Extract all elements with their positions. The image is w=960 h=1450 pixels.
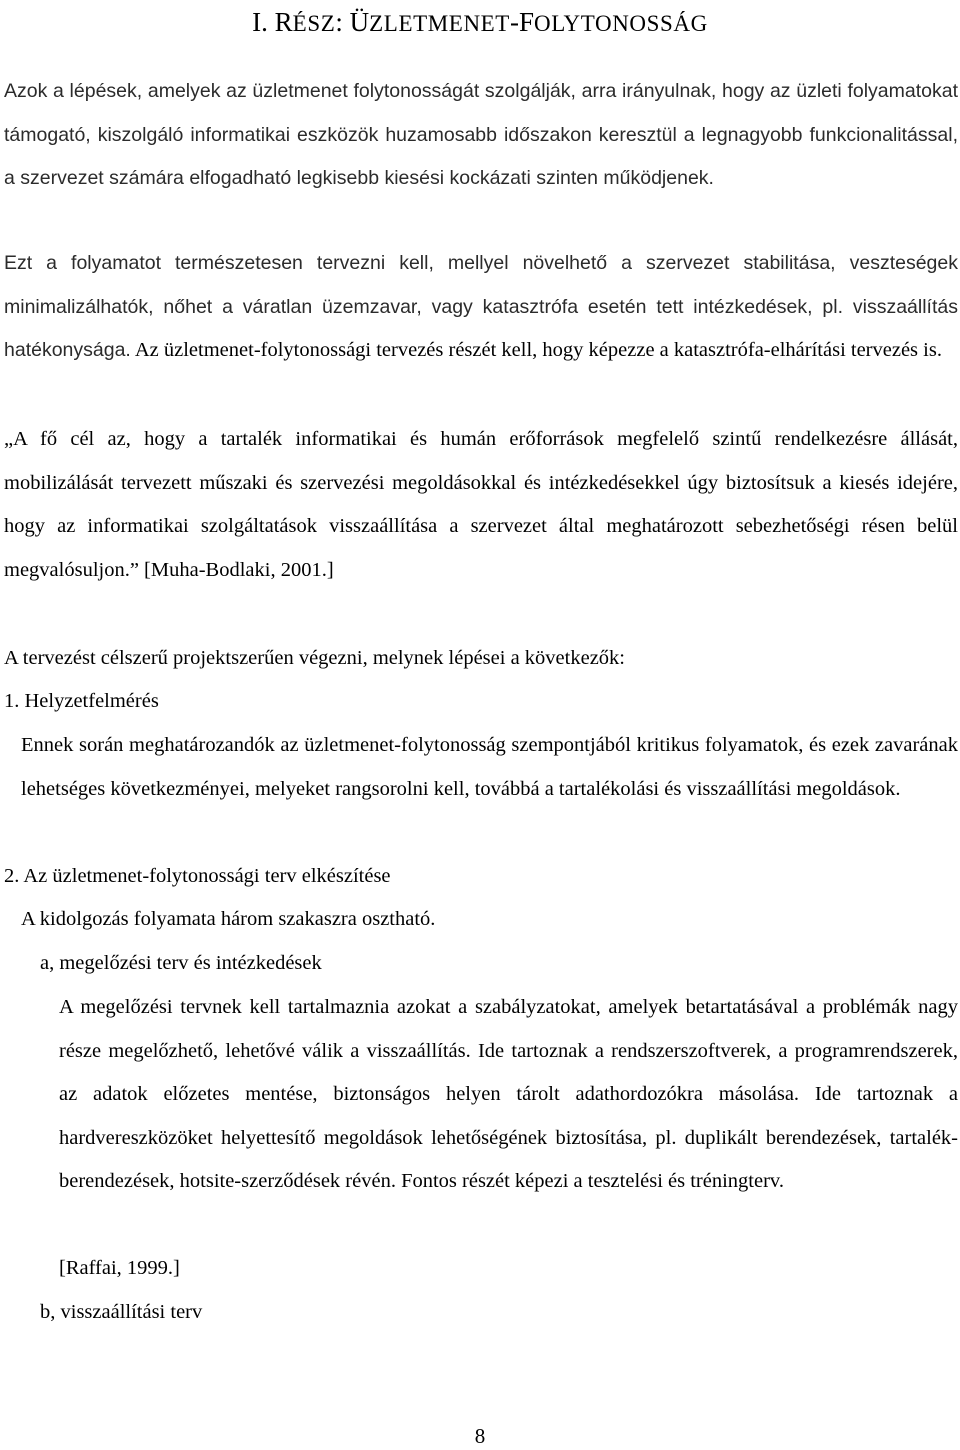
step-2-body: A kidolgozás folyamata három szakaszra osztható.: [21, 908, 436, 930]
sub-a-reference: [Raffai, 1999.]: [59, 1257, 180, 1279]
title-rest-3: OLYTONOSSÁG: [533, 11, 708, 36]
title-lead-2: Ü: [349, 7, 370, 37]
title-rest-1: ÉSZ: [292, 11, 336, 36]
title-colon: :: [335, 7, 343, 37]
title-dot: .: [261, 7, 268, 37]
step-1-heading: 1. Helyzetfelmérés: [4, 690, 159, 712]
step-1-body: Ennek során meghatározandók az üzletmenet-folytonosság szempontjából kritikus folyamatok, és ezek zavarának lehetséges következményei, melyeket rangsorolni kell, továbbá a tartalékolási és visszaállítási megoldások.: [21, 734, 958, 800]
paragraph-intro: Azok a lépések, amelyek az üzletmenet folytonosságát szolgálják, arra irányulnak, hogy az üzleti folyamatokat támogató, kiszolgáló informatikai eszközök huzamosabb időszakon keresztül a legnagyobb funkcionalitással, a szervezet számára elfogadható legkisebb kiesési kockázati szinten működjenek.: [4, 80, 958, 190]
step-2-heading: 2. Az üzletmenet-folytonossági terv elkészítése: [4, 865, 391, 887]
title-rest-2: ZLETMENET: [369, 11, 510, 36]
steps-intro: A tervezést célszerű projektszerűen végezni, melynek lépései a következők:: [4, 647, 625, 669]
page-number: 8: [474, 1424, 486, 1448]
paragraph-planning-sans: Ezt a folyamatot természetesen tervezni kell, mellyel növelhető a szervezet stabilitása, veszteségek minimalizálhatók, nőhet a váratlan üzemzavar, vagy katasztrófa esetén tett intézkedések, pl. visszaállítás hatékonysága.: [4, 252, 958, 362]
paragraph-planning-serif: Az üzletmenet-folytonossági tervezés részét kell, hogy képezze a katasztrófa-elhárítási tervezés is.: [134, 339, 942, 362]
title-lead-3: F: [518, 7, 534, 37]
title-numeral: I: [252, 7, 262, 37]
section-title: [0, 4, 960, 42]
title-lead-1: R: [274, 7, 293, 37]
paragraph-planning: [4, 242, 958, 373]
sub-a-body: A megelőzési tervnek kell tartalmaznia azokat a szabályzatokat, amelyek betartatásával a problémák nagy része megelőzhető, lehetővé válik a visszaállítás. Ide tartoznak a rendszerszoftverek, a programrendszerek, az adatok előzetes mentése, biztonságos helyen tárolt adathordozókra másolása. Ide tartoznak a hardvereszközöket helyettesítő megoldások lehetőségének biztosítása, pl. duplikált berendezések, tartalék-berendezések, hotsite-szerződések révén. Fontos részét képezi a tesztelési és tréningterv.: [59, 996, 958, 1193]
quote-paragraph: „A fő cél az, hogy a tartalék informatikai és humán erőforrások megfelelő szintű rendelkezésre állását, mobilizálását tervezett műszaki és szervezési megoldásokkal és intézkedésekkel úgy biztosítsuk a kiesés idejére, hogy az informatikai szolgáltatások visszaállítása a szervezet által meghatározott sebezhetőségi résen belül megvalósuljon.” [Muha-Bodlaki, 2001.]: [4, 428, 958, 581]
title-dash: -: [509, 7, 519, 37]
sub-b-heading: b, visszaállítási terv: [40, 1301, 203, 1323]
sub-a-heading: a, megelőzési terv és intézkedések: [40, 952, 322, 974]
